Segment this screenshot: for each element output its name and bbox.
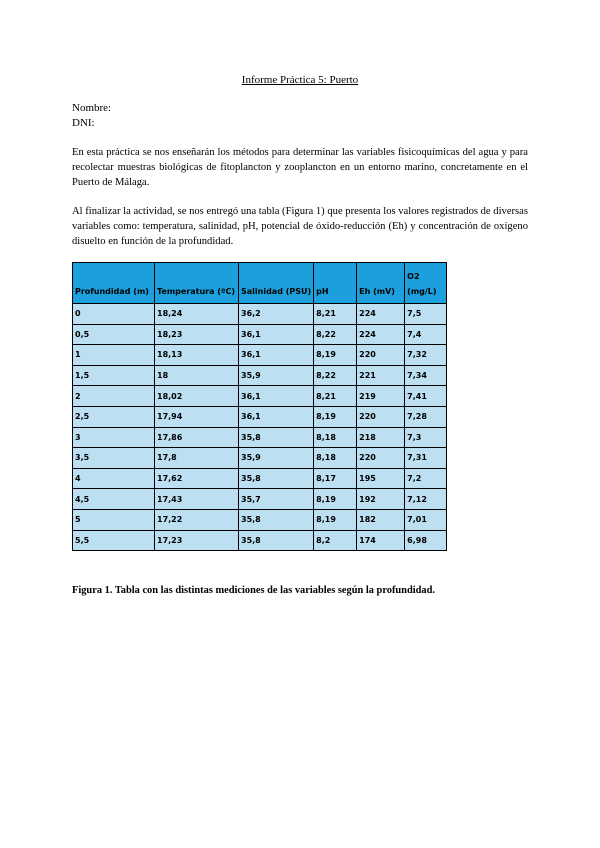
cell-profundidad: 5 [73, 509, 155, 530]
table-row [73, 530, 447, 551]
figure-caption: Figura 1. Tabla con las distintas mediciones de las variables según la profundidad. [72, 585, 435, 596]
cell-temperatura: 17,62 [155, 468, 239, 489]
cell-ph: 8,21 [314, 386, 357, 407]
intro-paragraph: En esta práctica se nos enseñarán los métodos para determinar las variables fisicoquímicas del agua y para recolectar muestras biológicas de fitoplancton y zooplancton en un entorno marino, concretamente en el Puerto de Málaga. [72, 147, 528, 188]
cell-salinidad: 36,1 [239, 324, 314, 345]
cell-temperatura: 18 [155, 365, 239, 386]
cell-ph: 8,19 [314, 345, 357, 366]
cell-o2: 7,5 [405, 304, 447, 325]
cell-ph: 8,22 [314, 365, 357, 386]
table-row [73, 324, 447, 345]
table-row [73, 304, 447, 325]
cell-eh: 192 [357, 489, 405, 510]
header-profundidad: Profundidad (m) [73, 263, 155, 304]
cell-profundidad: 1 [73, 345, 155, 366]
cell-salinidad: 36,1 [239, 345, 314, 366]
cell-profundidad: 5,5 [73, 530, 155, 551]
cell-salinidad: 35,7 [239, 489, 314, 510]
cell-eh: 221 [357, 365, 405, 386]
cell-ph: 8,21 [314, 304, 357, 325]
cell-ph: 8,18 [314, 427, 357, 448]
cell-temperatura: 17,43 [155, 489, 239, 510]
cell-ph: 8,17 [314, 468, 357, 489]
cell-temperatura: 18,23 [155, 324, 239, 345]
cell-profundidad: 2 [73, 386, 155, 407]
nombre-label: Nombre: [72, 102, 112, 114]
table-header-row [73, 263, 447, 304]
dni-label: DNI: [72, 117, 95, 129]
cell-temperatura: 18,24 [155, 304, 239, 325]
table-row [73, 468, 447, 489]
cell-o2: 7,3 [405, 427, 447, 448]
table-row [73, 365, 447, 386]
cell-eh: 220 [357, 345, 405, 366]
cell-profundidad: 0 [73, 304, 155, 325]
page-title: Informe Práctica 5: Puerto [241, 74, 359, 86]
cell-salinidad: 35,8 [239, 509, 314, 530]
cell-profundidad: 1,5 [73, 365, 155, 386]
cell-o2: 7,01 [405, 509, 447, 530]
cell-o2: 7,31 [405, 448, 447, 469]
cell-temperatura: 17,86 [155, 427, 239, 448]
cell-eh: 224 [357, 304, 405, 325]
header-o2: O2 (mg/L) [405, 263, 447, 304]
cell-eh: 195 [357, 468, 405, 489]
cell-temperatura: 17,8 [155, 448, 239, 469]
header-eh: Eh (mV) [357, 263, 405, 304]
cell-o2: 7,4 [405, 324, 447, 345]
cell-salinidad: 35,9 [239, 448, 314, 469]
cell-eh: 220 [357, 448, 405, 469]
cell-ph: 8,19 [314, 406, 357, 427]
header-ph: pH [314, 263, 357, 304]
cell-salinidad: 36,1 [239, 406, 314, 427]
table-row [73, 386, 447, 407]
cell-eh: 224 [357, 324, 405, 345]
cell-o2: 7,32 [405, 345, 447, 366]
table-row [73, 448, 447, 469]
cell-profundidad: 2,5 [73, 406, 155, 427]
cell-temperatura: 17,22 [155, 509, 239, 530]
cell-o2: 7,34 [405, 365, 447, 386]
cell-salinidad: 35,9 [239, 365, 314, 386]
cell-ph: 8,19 [314, 489, 357, 510]
cell-salinidad: 36,1 [239, 386, 314, 407]
cell-salinidad: 36,2 [239, 304, 314, 325]
cell-ph: 8,2 [314, 530, 357, 551]
cell-ph: 8,19 [314, 509, 357, 530]
cell-salinidad: 35,8 [239, 530, 314, 551]
table-row [73, 489, 447, 510]
measurements-table [72, 262, 447, 551]
table-row [73, 406, 447, 427]
cell-temperatura: 17,23 [155, 530, 239, 551]
cell-eh: 220 [357, 406, 405, 427]
cell-profundidad: 4 [73, 468, 155, 489]
cell-eh: 182 [357, 509, 405, 530]
cell-temperatura: 18,02 [155, 386, 239, 407]
table-row [73, 427, 447, 448]
cell-salinidad: 35,8 [239, 427, 314, 448]
header-salinidad: Salinidad (PSU) [239, 263, 314, 304]
results-paragraph: Al finalizar la actividad, se nos entregó una tabla (Figura 1) que presenta los valores registrados de diversas variables como: temperatura, salinidad, pH, potencial de óxido-reducción (Eh) y concentración de oxígeno disuelto en función de la profundidad. [72, 206, 528, 247]
header-temperatura: Temperatura (ºC) [155, 263, 239, 304]
cell-eh: 219 [357, 386, 405, 407]
cell-eh: 218 [357, 427, 405, 448]
cell-o2: 7,28 [405, 406, 447, 427]
cell-o2: 7,41 [405, 386, 447, 407]
cell-ph: 8,18 [314, 448, 357, 469]
table-row [73, 345, 447, 366]
cell-profundidad: 3,5 [73, 448, 155, 469]
table-body [73, 304, 447, 551]
table-row [73, 509, 447, 530]
cell-temperatura: 18,13 [155, 345, 239, 366]
cell-profundidad: 0,5 [73, 324, 155, 345]
cell-ph: 8,22 [314, 324, 357, 345]
cell-eh: 174 [357, 530, 405, 551]
cell-profundidad: 3 [73, 427, 155, 448]
cell-o2: 7,2 [405, 468, 447, 489]
cell-o2: 7,12 [405, 489, 447, 510]
cell-o2: 6,98 [405, 530, 447, 551]
cell-temperatura: 17,94 [155, 406, 239, 427]
cell-salinidad: 35,8 [239, 468, 314, 489]
cell-profundidad: 4,5 [73, 489, 155, 510]
